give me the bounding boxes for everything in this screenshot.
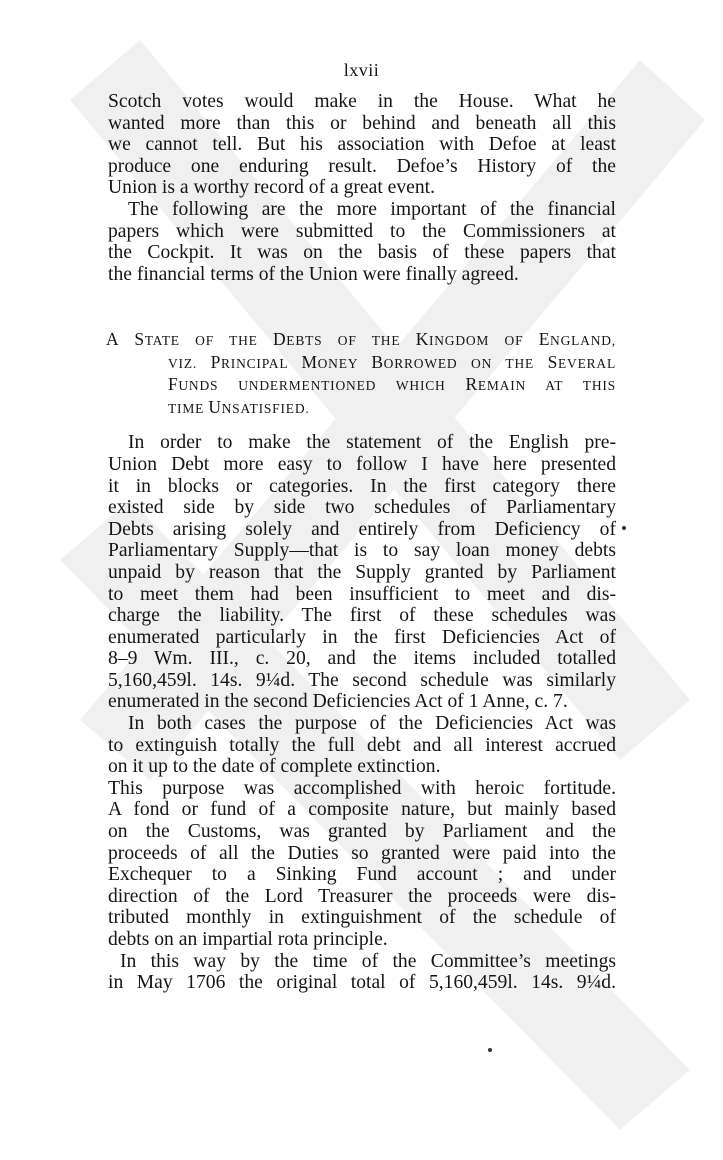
heading-line: TIME UNSATISFIED. (168, 396, 310, 417)
heading-line: VIZ. PRINCIPAL MONEY BORROWED ON THE SEVERAL (168, 351, 617, 372)
text-line: In order to make the statement of the English pre- (128, 432, 616, 454)
text-line: to meet them had been insufficient to meet and dis- (108, 583, 616, 605)
text-line: on the Customs, was granted by Parliament and the (108, 821, 616, 843)
text-line: we cannot tell. But his association with Defoe at least (108, 134, 616, 156)
text-line: Debts arising solely and entirely from Deficiency of (108, 518, 616, 540)
text-line: 8–9 Wm. III., c. 20, and the items included totalled (108, 648, 616, 670)
ink-speck (622, 526, 626, 530)
text-line: 5,160,459l. 14s. 9¼d. The second schedule was similarly (108, 669, 616, 691)
paragraph-pre-union-debt (108, 432, 616, 713)
text-line: papers which were submitted to the Commissioners at (108, 220, 616, 242)
body-text (108, 91, 616, 994)
text-line: existed side by side two schedules of Parliamentary (108, 497, 616, 519)
text-line: Parliamentary Supply—that is to say loan money debts (108, 540, 616, 562)
text-line: to extinguish totally the full debt and all interest accrued (108, 734, 616, 756)
heading-line: A STATE OF THE DEBTS OF THE KINGDOM OF ENGLAND, (106, 329, 616, 350)
text-line: on it up to the date of complete extinction. (108, 756, 441, 778)
text-line: This purpose was accomplished with heroic fortitude. (108, 777, 616, 799)
text-line: Exchequer to a Sinking Fund account ; and under (108, 864, 616, 886)
text-line: produce one enduring result. Defoe’s History of the (108, 155, 616, 177)
ink-speck (488, 1048, 492, 1052)
paragraph-continuation (108, 91, 616, 199)
section-heading (108, 329, 616, 419)
text-line: In this way by the time of the Committee’s meetings (120, 950, 616, 972)
text-line: The following are the more important of the financial (128, 198, 616, 220)
text-line: proceeds of all the Duties so granted were paid into the (108, 842, 616, 864)
text-line: the financial terms of the Union were finally agreed. (108, 263, 519, 285)
paragraph-sinking-fund (108, 778, 616, 951)
text-line: Union Debt more easy to follow I have here presented (108, 453, 616, 475)
text-line: the Cockpit. It was on the basis of these papers that (108, 242, 616, 264)
paragraph-financial-papers (108, 199, 616, 285)
text-line: In both cases the purpose of the Deficiencies Act was (128, 713, 616, 735)
text-line: Union is a worthy record of a great event. (108, 177, 435, 199)
text-line: direction of the Lord Treasurer the proceeds were dis- (108, 885, 616, 907)
text-line: A fond or fund of a composite nature, but mainly based (108, 799, 616, 821)
paragraph-committee-meetings (108, 951, 616, 994)
paragraph-deficiencies-act (108, 713, 616, 778)
text-line: in May 1706 the original total of 5,160,459l. 14s. 9¼d. (108, 972, 616, 994)
text-line: enumerated in the second Deficiencies Act of 1 Anne, c. 7. (108, 691, 568, 713)
text-line: it in blocks or categories. In the first category there (108, 475, 616, 497)
text-line: tributed monthly in extinguishment of the schedule of (108, 907, 616, 929)
text-line: charge the liability. The first of these schedules was (108, 605, 616, 627)
text-line: debts on an impartial rota principle. (108, 929, 388, 950)
text-line: unpaid by reason that the Supply granted by Parliament (108, 561, 616, 583)
text-line: enumerated particularly in the first Deficiencies Act of (108, 626, 616, 648)
text-line: Scotch votes would make in the House. What he (108, 91, 616, 112)
page-number: lxvii (343, 60, 380, 80)
text-line: wanted more than this or behind and beneath all this (108, 112, 616, 134)
heading-line: FUNDS UNDERMENTIONED WHICH REMAIN AT THIS (168, 374, 616, 395)
